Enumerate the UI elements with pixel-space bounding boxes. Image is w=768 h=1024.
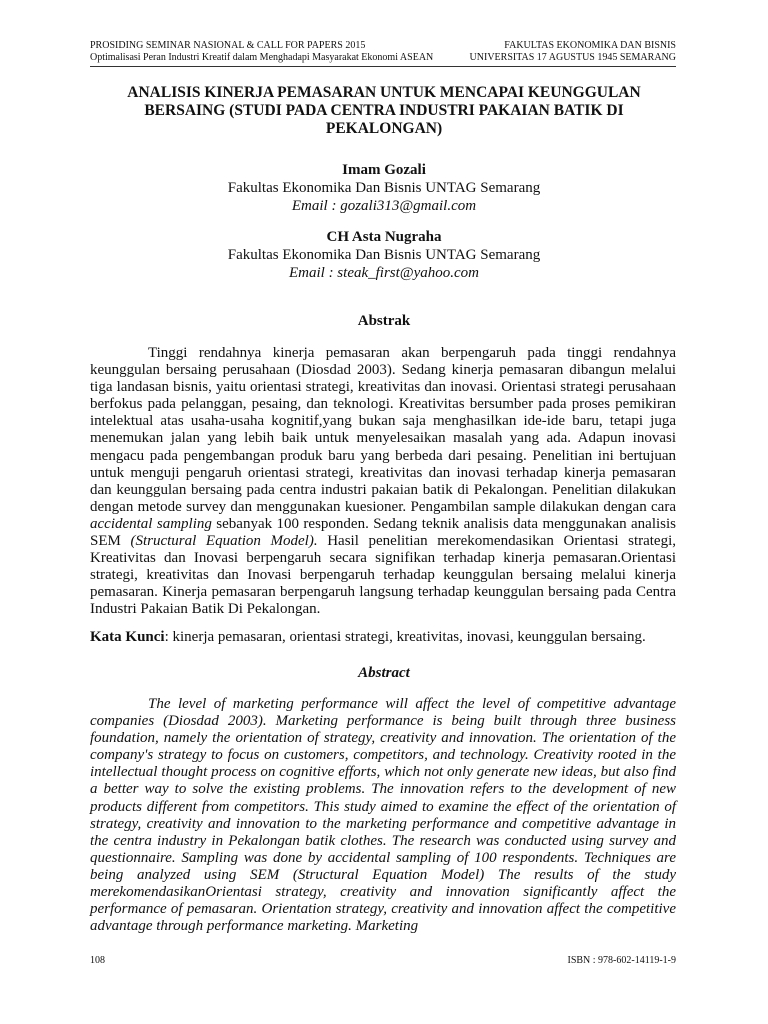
paper-title: ANALISIS KINERJA PEMASARAN UNTUK MENCAPAI KEUNGGULAN BERSAING (STUDI PADA CENTRA INDUSTRI PAKAIAN BATIK DI PEKALONGAN) <box>127 84 641 137</box>
header-divider <box>90 66 676 67</box>
isbn: ISBN : 978-602-14119-1-9 <box>567 955 676 966</box>
author-block-2 <box>90 228 678 282</box>
abstrak-text-2: sebanyak 100 responden. Sedang teknik analisis data menggunakan analisis SEM <box>90 515 677 550</box>
author-email: Email : gozali313@gmail.com <box>291 198 477 214</box>
abstrak-text-1: Tinggi rendahnya kinerja pemasaran akan berpengaruh pada tinggi rendahnya keunggulan bersaing perusahaan (Diosdad 2003). Sedang kinerja pemasaran dibangun melalui tiga landasan bisnis, yaitu orientasi strategi, kreativitas dan inovasi. Orientasi strategi perusahaan berfokus pada pelanggan, pesaing, dan teknologi. Kreativitas bersumber pada proses pemikiran intelektual atas usaha-usaha kognitif,yang bukan saja menghasilkan ide-ide baru, tetapi juga menemukan jalan yang lebih baik untuk menyelesaikan masalah yang ada. Adapun inovasi mengacu pada pengembangan produk baru yang berbeda dari pesaing. Penelitian ini bertujuan untuk menguji pengaruh orientasi strategi, kreativitas dan inovasi terhadap kinerja pemasaran dan keunggulan bersaing pada centra industri pakaian batik di Pekalongan. Penelitian dilakukan dengan metode survey dan menggunakan kuesioner. Pengambilan sample dilakukan dengan cara <box>90 345 676 515</box>
running-header <box>90 40 676 64</box>
author-affiliation: Fakultas Ekonomika Dan Bisnis UNTAG Semarang <box>227 247 541 263</box>
header-proceedings-title: PROSIDING SEMINAR NASIONAL & CALL FOR PAPERS 2015 <box>90 40 366 51</box>
header-university: UNIVERSITAS 17 AGUSTUS 1945 SEMARANG <box>469 52 676 63</box>
author-name: CH Asta Nugraha <box>326 229 442 245</box>
author-affiliation: Fakultas Ekonomika Dan Bisnis UNTAG Semarang <box>227 180 541 196</box>
keywords <box>90 629 678 646</box>
abstrak-text-3: Hasil penelitian merekomendasikan Orientasi strategi, Kreativitas dan Inovasi berpengaruh secara signifikan terhadap kinerja pemasaran.Orientasi strategi, kreativitas dan Inovasi berpengaruh terhadap keunggulan bersaing melalui kinerja pemasaran. Kinerja pemasaran berpengaruh langsung terhadap keunggulan bersaing pada Centra Industri Pakaian Batik Di Pekalongan. <box>90 533 677 618</box>
author-email: Email : steak_first@yahoo.com <box>288 265 480 281</box>
abstrak-text-italic-2: (Structural Equation Model). <box>130 533 318 550</box>
header-proceedings-theme: Optimalisasi Peran Industri Kreatif dalam Menghadapi Masyarakat Ekonomi ASEAN <box>90 52 434 63</box>
abstract-body: The level of marketing performance will affect the level of competitive advantage companies (Diosdad 2003). Marketing performance is being built through three business foundation, namely the orientation of strategy, creativity and innovation. The orientation of the company's strategy to focus on customers, competitors, and technology. Creativity rooted in the intellectual thought process on cognitive efforts, which not only generate new ideas, but also find a better way to solve the existing problems. The innovation refers to the development of new products different from competitors. This study aimed to examine the effect of the orientation of strategy, creativity and innovation to the marketing performance and competitive advantage in the centra industry in Pekalongan batik clothes. The research was conducted using survey and questionnaire. Sampling was done by accidental sampling of 100 respondents. Techniques are being analyzed using SEM (Structural Equation Model) The results of the study merekomendasikanOrientasi strategy, creativity and innovation significantly affect the performance of pemasaran. Orientation strategy, creativity and innovation affect the competitive advantage through performance marketing. Marketing <box>90 696 676 935</box>
page-footer <box>90 955 676 966</box>
author-block-1 <box>90 161 678 215</box>
abstrak-body <box>90 345 676 619</box>
keywords-label: Kata Kunci <box>90 629 165 645</box>
header-faculty: FAKULTAS EKONOMIKA DAN BISNIS <box>504 40 676 51</box>
abstract-heading: Abstract <box>358 665 410 681</box>
author-name: Imam Gozali <box>342 162 426 178</box>
keywords-text: : kinerja pemasaran, orientasi strategi, kreativitas, inovasi, keunggulan bersaing. <box>164 629 646 645</box>
abstrak-heading: Abstrak <box>357 313 411 329</box>
page-number: 108 <box>90 955 105 966</box>
abstrak-text-italic-1: accidental sampling <box>90 515 212 532</box>
